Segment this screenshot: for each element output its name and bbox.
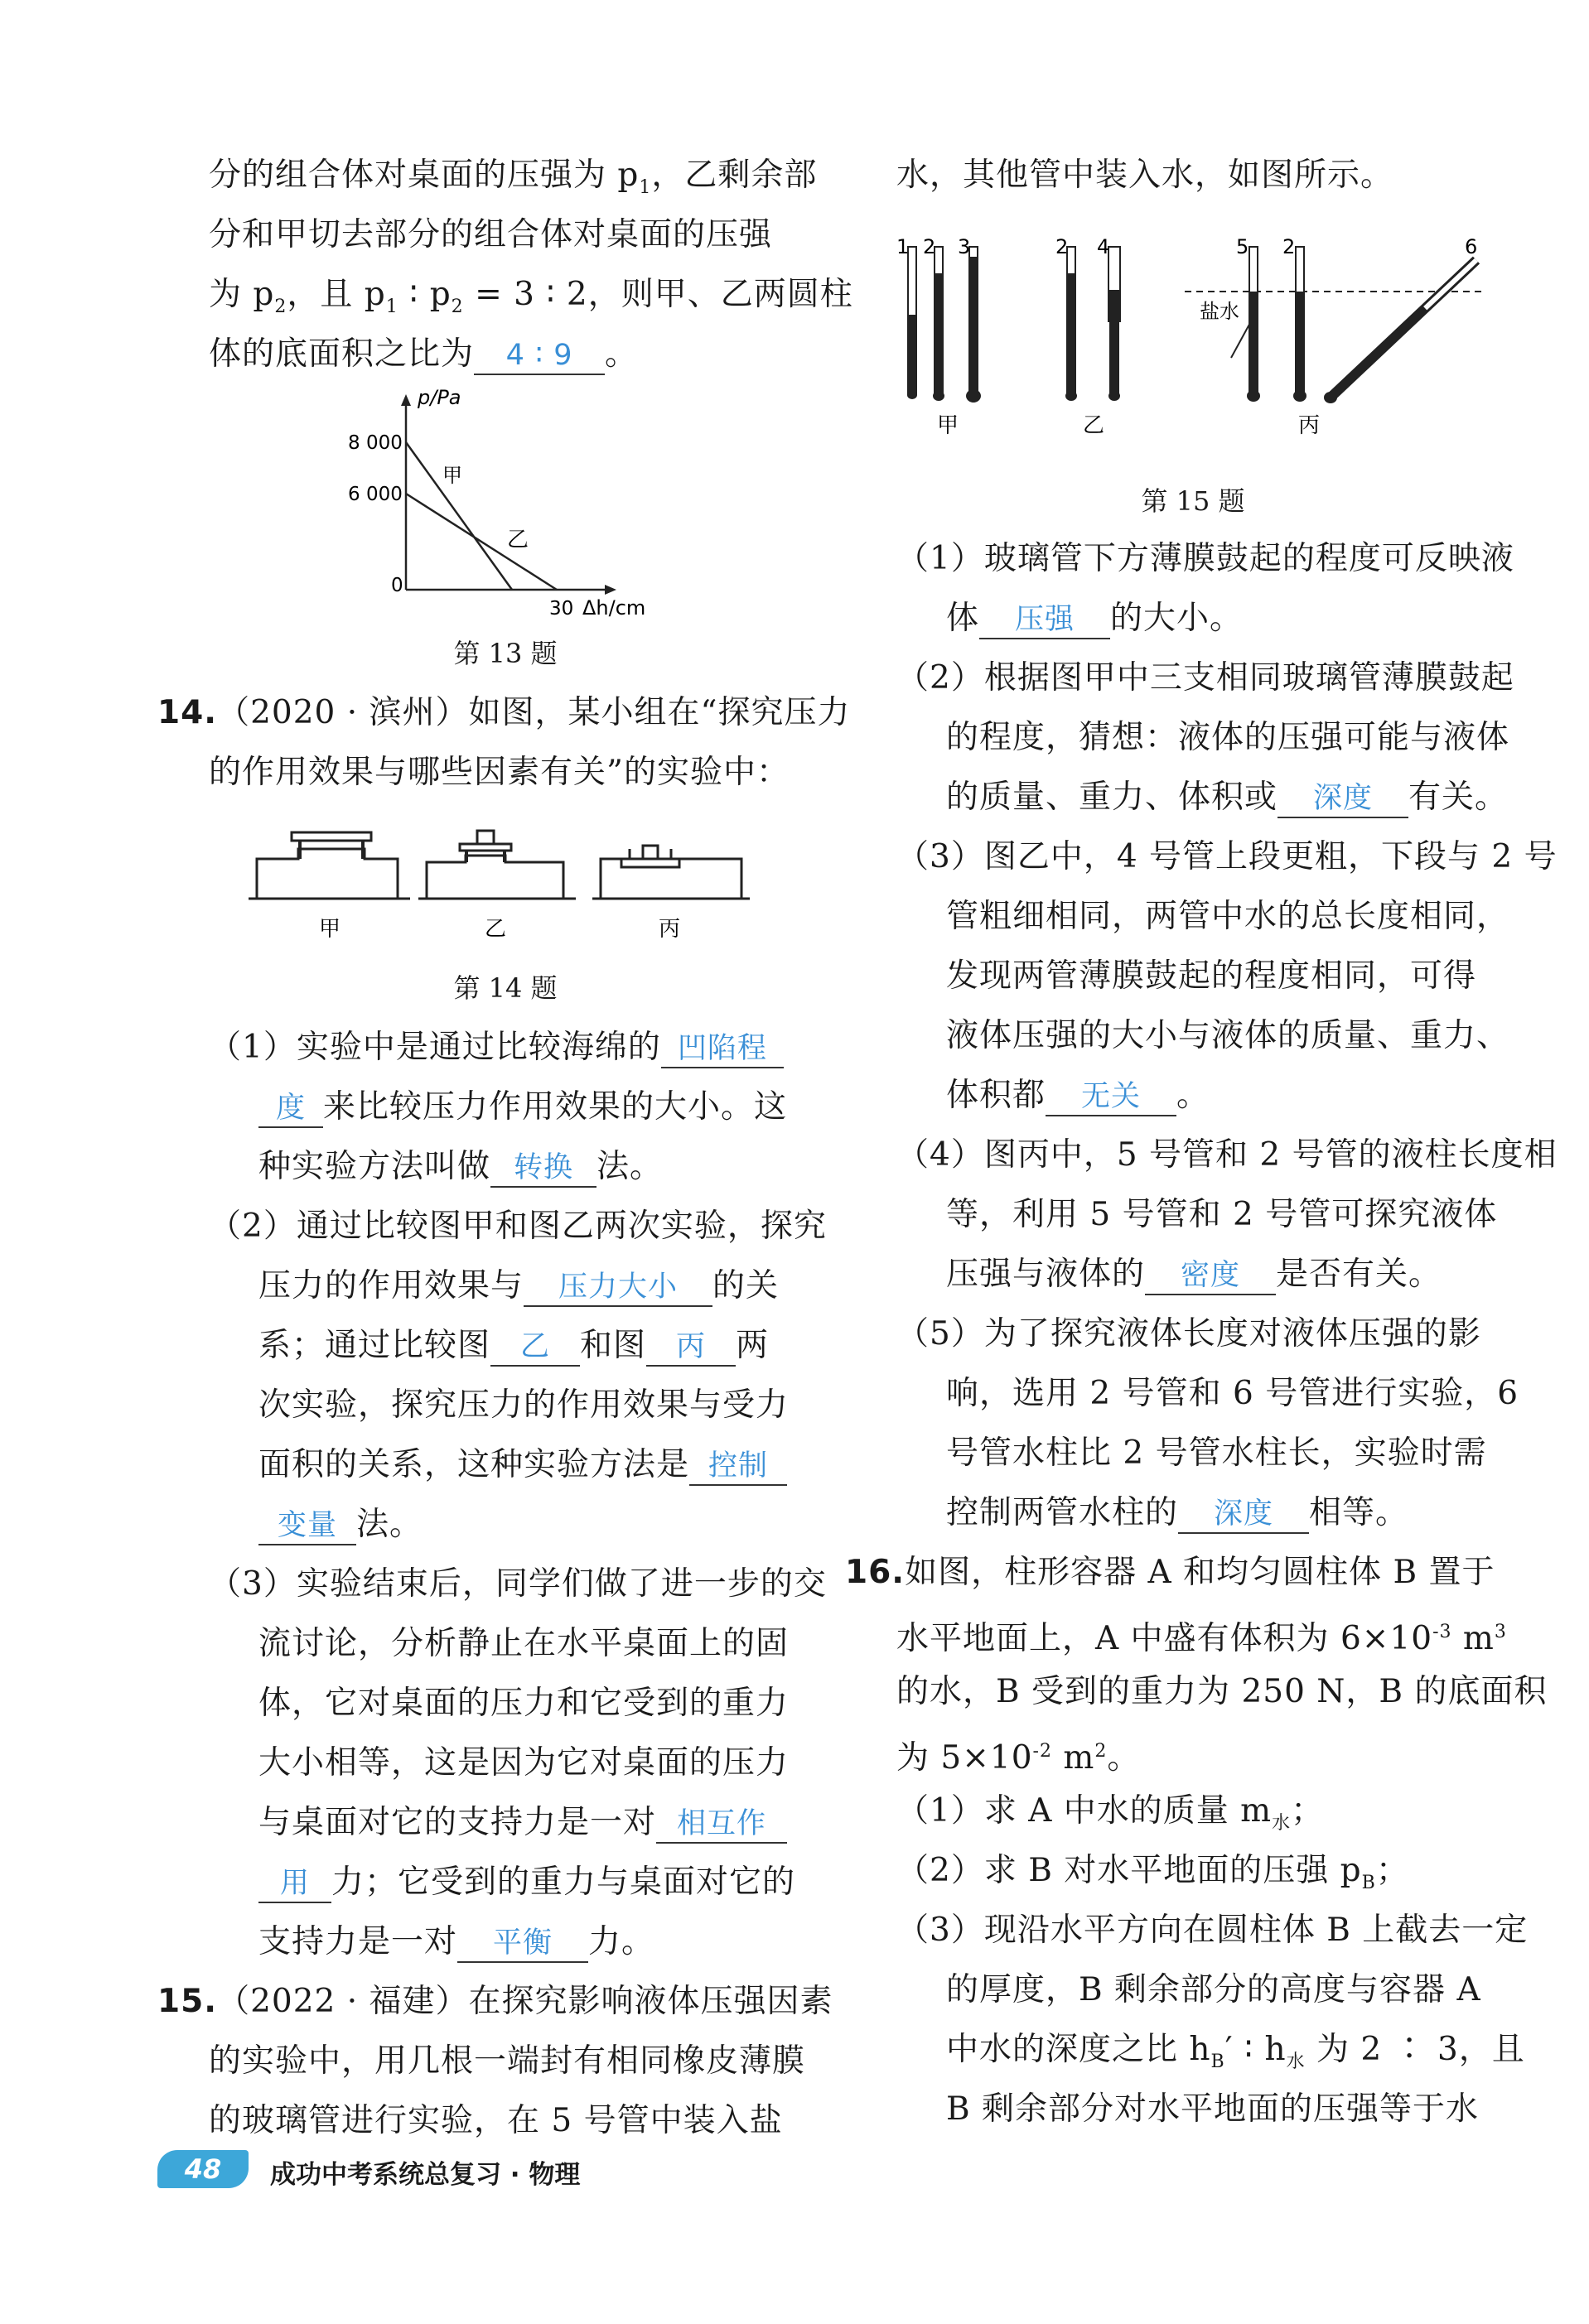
q15-fig-label-bing: 丙 (1297, 413, 1321, 438)
tube-num-2b: 2 (1055, 235, 1069, 258)
q14-ans-xianghuzuo: 相互作 (656, 1806, 787, 1844)
tube-num-4: 4 (1097, 235, 1110, 258)
q14-p1-line3: 种实验方法叫做 转换 法。 (258, 1146, 663, 1188)
q13-graph (315, 389, 663, 621)
y-tick-6000: 6 000 (348, 484, 403, 505)
q14-ans-pingheng: 平衡 (457, 1925, 588, 1963)
tube-num-6: 6 (1465, 235, 1478, 258)
q15-line2: 的实验中，用几根一端封有相同橡皮薄膜 (209, 2042, 806, 2080)
q14-p1-line2: 度 来比较压力作用效果的大小。这 (258, 1087, 787, 1128)
y-axis-label: p/Pa (418, 389, 461, 409)
q14-p2-line4: 次实验，探究压力的作用效果与受力 (258, 1386, 790, 1424)
q14-p3-line6: 用 力；它受到的重力与桌面对它的 (258, 1862, 795, 1903)
q14-figure (249, 816, 754, 940)
q15-p5-line3: 号管水柱比 2 号管水柱长，实验时需 (946, 1434, 1487, 1472)
q14-ans-bing: 丙 (646, 1328, 736, 1367)
q15-p4-line3: 压强与液体的 密度 是否有关。 (946, 1254, 1442, 1295)
q14-p2-line5: 面积的关系，这种实验方法是 控制 (258, 1444, 787, 1486)
q14-ans-du: 度 (258, 1090, 323, 1128)
q16-p3-line1: （3）现沿水平方向在圆柱体 B 上截去一定 (896, 1912, 1529, 1949)
q14-p3-line2: 流讨论，分析静止在水平桌面上的固 (258, 1625, 790, 1662)
series-jia-label: 甲 (442, 464, 462, 487)
q16-head: 16.如图，柱形容器 A 和均匀圆柱体 B 置于 (845, 1554, 1495, 1591)
x-axis-label: Δh/cm (582, 596, 646, 620)
q15-head: 15.（2022 · 福建）在探究影响液体压强因素 (157, 1983, 833, 2020)
q15-p5-line2: 响，选用 2 号管和 6 号管进行实验，6 (946, 1375, 1519, 1412)
q15-fig-label-jia: 甲 (936, 413, 959, 438)
page-number-badge: 48 (157, 2150, 249, 2188)
q15-ans-midu: 密度 (1145, 1257, 1276, 1295)
q15-p5-line1: （5）为了探究液体长度对液体压强的影 (896, 1315, 1481, 1352)
y-tick-8000: 8 000 (348, 432, 403, 454)
q15-fig-label-yi: 乙 (1082, 413, 1105, 438)
x-tick-30: 30 (549, 598, 574, 620)
q15-p2-line2: 的程度，猜想：液体的压强可能与液体 (946, 719, 1510, 756)
q15-caption: 第 15 题 (1141, 485, 1245, 517)
sponge-yi (418, 831, 576, 899)
q16-p3-line3: 中水的深度之比 $h_B'$ ∶ $h_水$ 为 2 ∶ 3，且 (946, 2031, 1525, 2072)
salt-water-label: 盐水 (1200, 300, 1239, 323)
q14-fig-label-yi: 乙 (484, 917, 507, 940)
q14-ans-yalidaxiao: 压力大小 (524, 1269, 712, 1307)
q14-caption: 第 14 题 (453, 972, 558, 1004)
q15-p3-line4: 液体压强的大小与液体的质量、重力、 (946, 1017, 1510, 1054)
q14-p1-line1: （1）实验中是通过比较海绵的 凹陷程 (209, 1027, 784, 1068)
q15-p3-line5: 体积都 无关 。 (946, 1075, 1210, 1116)
q15-ans-shendu2: 深度 (1178, 1496, 1309, 1534)
series-yi-line (406, 494, 557, 590)
q15-p2-line1: （2）根据图甲中三支相同玻璃管薄膜鼓起 (896, 659, 1514, 697)
q16-p3-line4: B 剩余部分对水平地面的压强等于水 (946, 2090, 1480, 2128)
tube-group-yi (1055, 235, 1120, 401)
q15-p1-line1: （1）玻璃管下方薄膜鼓起的程度可反映液 (896, 540, 1514, 577)
q14-p3-line1: （3）实验结束后，同学们做了进一步的交 (209, 1565, 827, 1603)
q14-p2-line2: 压力的作用效果与 压力大小 的关 (258, 1266, 779, 1307)
q14-fig-label-jia: 甲 (318, 917, 341, 940)
q15-line4: 水，其他管中装入水，如图所示。 (896, 157, 1394, 194)
q16-line2: 水平地面上，A 中盛有体积为 $6\times 10^{-3}$ $m^3$ (896, 1620, 1507, 1657)
q14-head: 14.（2020 · 滨州）如图，某小组在“探究压力 (157, 694, 851, 731)
q16-p3-line2: 的厚度，B 剩余部分的高度与容器 A (946, 1971, 1481, 2008)
q14-ans-bianliang: 变量 (258, 1507, 356, 1545)
q15-figure (886, 224, 1483, 447)
q14-line2: 的作用效果与哪些因素有关”的实验中： (209, 754, 790, 791)
q15-p3-line2: 管粗细相同，两管中水的总长度相同， (946, 898, 1510, 935)
q14-ans-yong: 用 (258, 1865, 331, 1903)
q15-p5-line4: 控制两管水柱的 深度 相等。 (946, 1492, 1408, 1534)
tube-num-3: 3 (958, 235, 971, 258)
q13-caption: 第 13 题 (453, 638, 558, 669)
tube-group-jia (896, 235, 981, 403)
q15-p4-line1: （4）图丙中，5 号管和 2 号管的液柱长度相 (896, 1136, 1558, 1174)
q14-ans-zhuanhuan: 转换 (490, 1150, 596, 1188)
q14-p3-line4: 大小相等，这是因为它对桌面的压力 (258, 1744, 790, 1782)
q13-line2: 分和甲切去部分的组合体对桌面的压强 (209, 216, 773, 253)
q14-ans-aoxian: 凹陷程 (661, 1030, 784, 1068)
q13-line3: 为 $p_2$，且 $p_1$ ∶ $p_2 = 3$ ∶ 2，则甲、乙两圆柱 (209, 276, 853, 317)
q15-p3-line3: 发现两管薄膜鼓起的程度相同，可得 (946, 957, 1477, 995)
q14-p2-line1: （2）通过比较图甲和图乙两次实验，探究 (209, 1208, 827, 1245)
q13-line1: 分的组合体对桌面的压强为 $p_1$，乙剩余部 (209, 157, 818, 198)
q14-p3-line5: 与桌面对它的支持力是一对 相互作 (258, 1802, 787, 1844)
q16-line3: 的水，B 受到的重力为 250 N，B 的底面积 (896, 1673, 1548, 1710)
sponge-jia (249, 832, 410, 899)
q14-ans-yi: 乙 (490, 1328, 580, 1367)
q14-p3-line3: 体，它对桌面的压力和它受到的重力 (258, 1685, 790, 1722)
q13-line4: 体的底面积之比为 4 ∶ 9 。 (209, 334, 638, 375)
q15-ans-shendu1: 深度 (1277, 780, 1408, 818)
q16-p1: （1）求 A 中水的质量 $m_水$； (896, 1792, 1325, 1834)
tube-num-1: 1 (896, 235, 910, 258)
tube-num-5: 5 (1236, 235, 1249, 258)
q14-fig-label-bing: 丙 (658, 917, 681, 940)
tube-group-bing (1185, 235, 1483, 403)
q14-p3-line7: 支持力是一对 平衡 力。 (258, 1921, 654, 1963)
y-tick-0: 0 (391, 575, 403, 596)
q15-ans-yaqiang: 压强 (979, 601, 1110, 639)
series-yi-label: 乙 (507, 528, 529, 552)
q15-p4-line2: 等，利用 5 号管和 2 号管可探究液体 (946, 1196, 1498, 1233)
q16-p2: （2）求 B 对水平地面的压强 $p_B$； (896, 1852, 1409, 1893)
q15-line3: 的玻璃管进行实验，在 5 号管中装入盐 (209, 2102, 783, 2139)
tube-num-2a: 2 (923, 235, 936, 258)
q15-p2-line3: 的质量、重力、体积或 深度 有关。 (946, 777, 1508, 818)
sponge-bing (592, 846, 750, 899)
q13-answer: 4 ∶ 9 (474, 337, 605, 375)
q14-ans-kongzhi: 控制 (689, 1448, 787, 1486)
q14-p2-line6: 变量 法。 (258, 1504, 423, 1545)
q14-p2-line3: 系；通过比较图 乙 和图 丙 两 (258, 1325, 769, 1367)
q15-p3-line1: （3）图乙中，4 号管上段更粗，下段与 2 号 (896, 838, 1558, 875)
q15-ans-wuguan: 无关 (1046, 1078, 1176, 1116)
q15-p1-line2: 体 压强 的大小。 (946, 598, 1243, 639)
q16-line4: 为 $5\times 10^{-2}$ $m^2$。 (896, 1739, 1141, 1777)
book-title: 成功中考系统总复习 · 物理 (270, 2160, 581, 2190)
tube-num-2c: 2 (1282, 235, 1296, 258)
